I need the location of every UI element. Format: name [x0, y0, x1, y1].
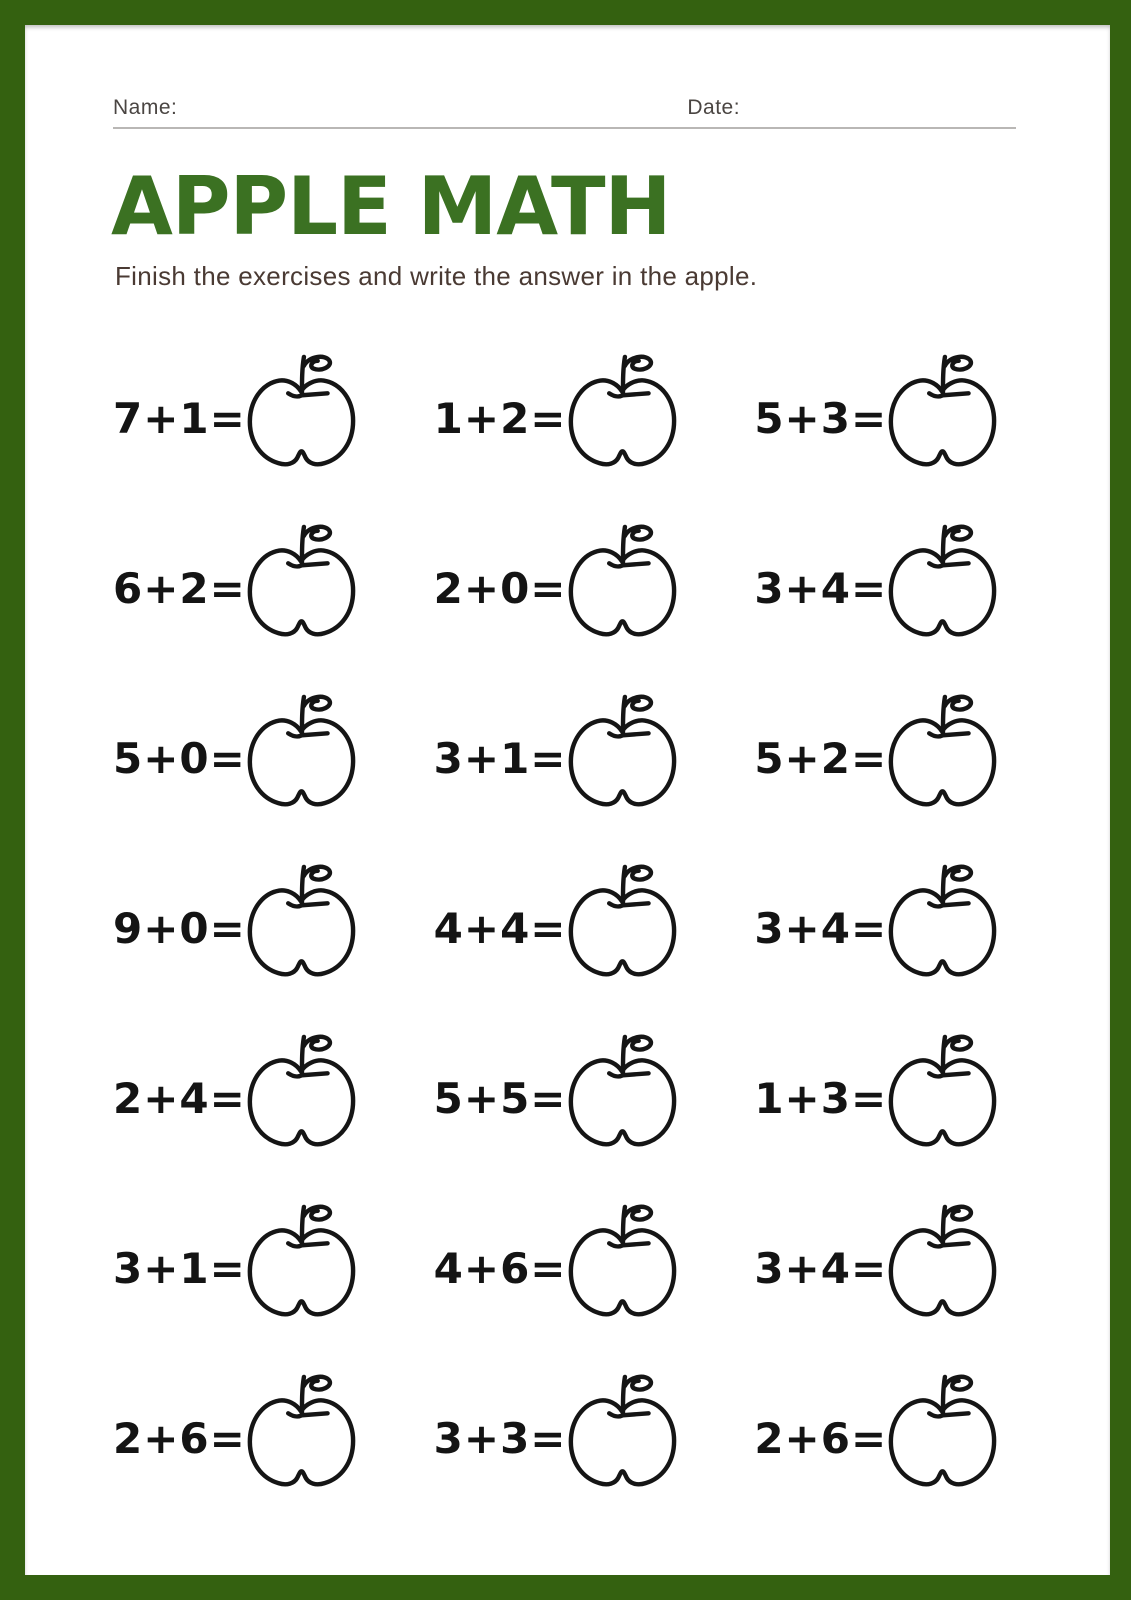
equation-text: 5+3=	[754, 393, 888, 443]
exercise-cell	[434, 1353, 755, 1523]
equation-text: 3+4=	[754, 563, 888, 613]
apple-outline-icon	[241, 519, 359, 642]
equation-text: 1+3=	[754, 1073, 888, 1123]
exercise-grid	[113, 333, 1075, 1523]
equation-text: 9+0=	[113, 903, 246, 953]
equation-text: 4+6=	[433, 1243, 567, 1293]
apple-outline-icon	[882, 689, 1000, 812]
equation-text: 3+4=	[754, 903, 888, 953]
equation-text: 3+4=	[754, 1243, 888, 1293]
exercise-cell	[754, 1183, 1075, 1353]
apple-outline-icon	[562, 519, 680, 642]
exercise-cell	[113, 1183, 434, 1353]
equation-text: 5+2=	[754, 733, 888, 783]
exercise-cell	[754, 1013, 1075, 1183]
apple-outline-icon	[882, 1029, 1000, 1152]
apple-outline-icon	[562, 689, 680, 812]
exercise-cell	[434, 1183, 755, 1353]
apple-outline-icon	[241, 1029, 359, 1152]
apple-outline-icon	[882, 1199, 1000, 1322]
apple-outline-icon	[882, 1369, 1000, 1492]
exercise-cell	[434, 673, 755, 843]
equation-text: 2+6=	[113, 1413, 246, 1463]
apple-outline-icon	[882, 519, 1000, 642]
apple-outline-icon	[882, 349, 1000, 472]
apple-outline-icon	[241, 859, 359, 982]
exercise-cell	[113, 1013, 434, 1183]
equation-text: 2+4=	[113, 1073, 246, 1123]
apple-outline-icon	[562, 859, 680, 982]
apple-outline-icon	[882, 859, 1000, 982]
exercise-cell	[434, 1013, 755, 1183]
equation-text: 5+0=	[113, 733, 246, 783]
equation-text: 3+3=	[433, 1413, 567, 1463]
exercise-cell	[113, 673, 434, 843]
exercise-cell	[113, 1353, 434, 1523]
apple-outline-icon	[562, 1029, 680, 1152]
equation-text: 5+5=	[433, 1073, 567, 1123]
exercise-cell	[113, 333, 434, 503]
equation-text: 3+1=	[113, 1243, 246, 1293]
exercise-cell	[434, 333, 755, 503]
exercise-cell	[434, 843, 755, 1013]
exercise-cell	[434, 503, 755, 673]
exercise-cell	[754, 503, 1075, 673]
worksheet-page	[25, 25, 1110, 1575]
page-title: APPLE MATH	[111, 160, 671, 253]
apple-outline-icon	[562, 349, 680, 472]
equation-text: 2+6=	[754, 1413, 888, 1463]
apple-outline-icon	[241, 1369, 359, 1492]
name-label: Name:	[113, 96, 178, 119]
date-label: Date:	[687, 96, 741, 119]
page-subtitle: Finish the exercises and write the answer in the apple.	[115, 261, 758, 291]
exercise-cell	[754, 843, 1075, 1013]
exercise-cell	[754, 1353, 1075, 1523]
exercise-cell	[113, 503, 434, 673]
apple-outline-icon	[562, 1369, 680, 1492]
apple-outline-icon	[241, 349, 359, 472]
equation-text: 7+1=	[113, 393, 246, 443]
equation-text: 2+0=	[433, 563, 567, 613]
apple-outline-icon	[241, 689, 359, 812]
exercise-cell	[113, 843, 434, 1013]
apple-outline-icon	[562, 1199, 680, 1322]
exercise-cell	[754, 673, 1075, 843]
header	[113, 96, 1016, 129]
apple-outline-icon	[241, 1199, 359, 1322]
equation-text: 6+2=	[113, 563, 246, 613]
equation-text: 3+1=	[433, 733, 567, 783]
equation-text: 4+4=	[433, 903, 567, 953]
exercise-cell	[754, 333, 1075, 503]
equation-text: 1+2=	[433, 393, 567, 443]
